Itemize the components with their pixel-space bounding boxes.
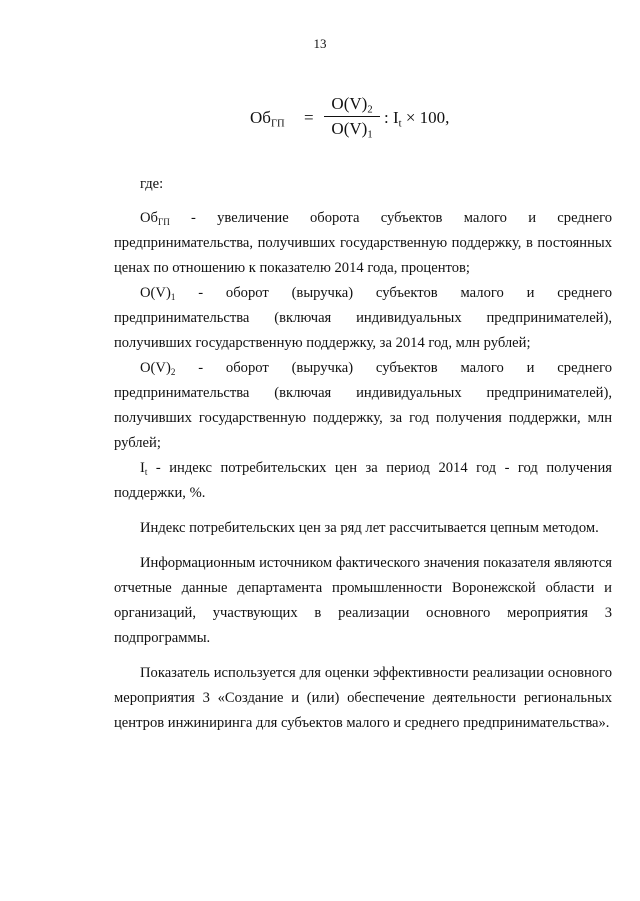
formula-fraction [324, 94, 380, 139]
formula-numerator-main: O(V) [331, 94, 368, 113]
definition-it [114, 456, 612, 506]
page-number: 13 [313, 36, 327, 51]
paragraph-cpi-method: Индекс потребительских цен за ряд лет рассчитывается цепным методом. [140, 520, 599, 536]
definition-ov1 [114, 281, 612, 356]
definition-text: - оборот (выручка) субъектов малого и среднего предпринимательства (включая индивидуальных предпринимателей), получивших государственную поддержку, за год получения поддержки, млн рублей; [114, 360, 612, 451]
definition-symbol: I [140, 460, 145, 476]
formula-rhs-prefix: : I [384, 108, 399, 127]
paragraph-indicator-usage: Показатель используется для оценки эффективности реализации основного мероприятия 3 «Создание и (или) обеспечение деятельности региональных центров инжиниринга для субъектов малого и среднего предпринимательства». [114, 665, 612, 731]
definition-text: - индекс потребительских цен за период 2014 год - год получения поддержки, %. [114, 460, 612, 501]
definition-symbol: O(V) [140, 360, 171, 376]
definition-ov2 [114, 356, 612, 456]
formula-lhs [250, 108, 285, 128]
formula-denominator-main: O(V) [331, 119, 368, 138]
formula-rhs [384, 108, 449, 128]
document-body [114, 172, 612, 736]
where-label: где: [140, 176, 164, 192]
definition-subscript: t [144, 467, 148, 478]
definition-subscript: ГП [157, 217, 170, 228]
definition-text: - увеличение оборота субъектов малого и среднего предпринимательства, получивших государственную поддержку, в постоянных ценах по отношению к показателю 2014 года, процентов; [114, 210, 612, 276]
formula-equals-sign: = [304, 108, 314, 127]
formula-rhs-subscript: t [398, 118, 402, 130]
definition-subscript: 2 [170, 367, 176, 378]
definition-text: - оборот (выручка) субъектов малого и среднего предпринимательства (включая индивидуальных предпринимателей), получивших государственную поддержку, за 2014 год, млн рублей; [114, 285, 612, 351]
paragraph-data-source: Информационным источником фактического значения показателя являются отчетные данные департамента промышленности Воронежской области и организаций, участвующих в реализации основного мероприятия 3 подпрограммы. [114, 555, 612, 646]
formula-numerator-subscript: 2 [367, 104, 373, 116]
definition-symbol: Об [140, 210, 158, 226]
definition-subscript: 1 [170, 292, 176, 303]
formula-rhs-suffix: × 100, [401, 108, 450, 127]
formula-lhs-subscript: ГП [270, 118, 285, 130]
formula-lhs-symbol: Об [250, 108, 271, 127]
definition-obgp [114, 206, 612, 281]
formula-denominator-subscript: 1 [367, 129, 373, 141]
definition-symbol: O(V) [140, 285, 171, 301]
formula-numerator [324, 94, 380, 117]
formula-denominator [324, 117, 380, 139]
